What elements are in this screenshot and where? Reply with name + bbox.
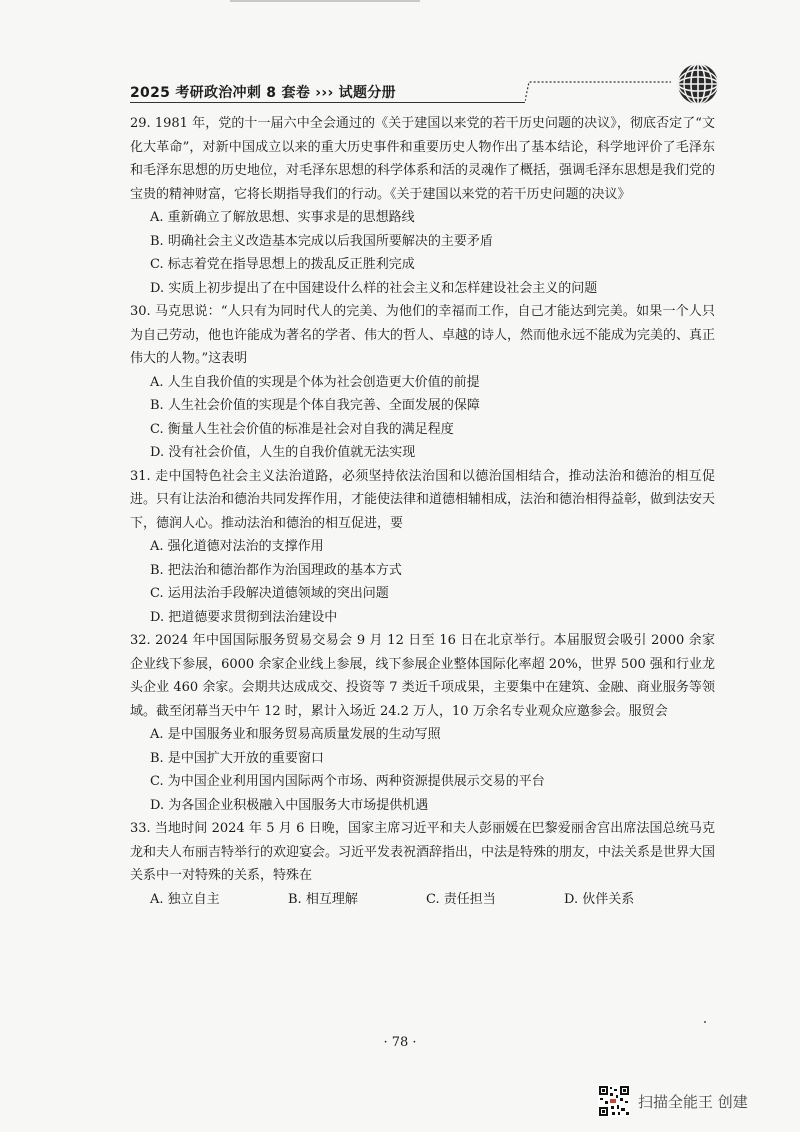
question-30 <box>130 300 715 465</box>
watermark-text: 扫描全能王 创建 <box>638 1092 748 1111</box>
option-b: B. 人生社会价值的实现是个体自我完善、全面发展的保障 <box>150 398 480 413</box>
option-b: B. 相互理解 <box>288 891 358 907</box>
question-stem: 33. 当地时间 2024 年 5 月 6 日晚，国家主席习近平和夫人彭丽媛在巴黎爱丽舍宫出席法国总统马克龙和夫人布丽吉特举行的欢迎宴会。习近平发表祝酒辞指出，中法是特殊的朋友，中法关系是世界大国关系中一对特殊的关系，特殊在 <box>130 821 716 883</box>
option-d: D. 没有社会价值，人生的自我价值就无法实现 <box>150 445 416 460</box>
scanner-watermark <box>598 1084 748 1118</box>
globe-icon <box>676 62 720 106</box>
option-c: C. 运用法治手段解决道德领域的突出问题 <box>150 586 389 601</box>
option-c: C. 衡量人生社会价值的标准是社会对自我的满足程度 <box>150 421 454 437</box>
question-stem: 32. 2024 年中国国际服务贸易交易会 9 月 12 日至 16 日在北京举行。本届服贸会吸引 2000 余家企业线下参展，6000 余家企业线上参展，线下参展企业整体国际化率超 20%，世界 500 强和行业龙头企业 460 余家。会期共达成成交、投资等 7 类近千项成果，主要集中在建筑、金融、商业服务等领域。截至闭幕当天中午 12 时，累计入场近 24.2 万人，10 万余名专业观众应邀参会。服贸会 <box>130 633 715 719</box>
option-d: D. 伙伴关系 <box>564 891 635 907</box>
option-d: D. 为各国企业积极融入中国服务大市场提供机遇 <box>150 797 429 813</box>
scan-speck <box>704 1021 706 1023</box>
option-c: C. 标志着党在指导思想上的拨乱反正胜利完成 <box>150 257 415 272</box>
option-a: A. 是中国服务业和服务贸易高质量发展的生动写照 <box>150 727 441 742</box>
header-underline <box>130 102 525 103</box>
option-b: B. 把法治和德治都作为治国理政的基本方式 <box>150 562 402 578</box>
options-row <box>130 888 715 912</box>
question-stem: 30. 马克思说：“人只有为同时代人的完美、为他们的幸福而工作，自己才能达到完美。如果一个人只为自己劳动，他也许能成为著名的学者、伟大的哲人、卓越的诗人，然而他永远不能成为完美的、真正伟大的人物。”这表明 <box>130 304 716 366</box>
question-31 <box>130 465 715 630</box>
option-c: C. 为中国企业利用国内国际两个市场、两种资源提供展示交易的平台 <box>150 774 545 789</box>
option-d: D. 把道德要求贯彻到法治建设中 <box>150 609 338 625</box>
header-title: 2025 考研政治冲刺 8 套卷 ››› 试题分册 <box>130 85 396 101</box>
qr-code-icon <box>598 1085 630 1117</box>
option-a: A. 重新确立了解放思想、实事求是的思想路线 <box>150 210 415 225</box>
page-number: · 78 · <box>383 1035 417 1050</box>
question-list <box>130 112 715 911</box>
option-a: A. 独立自主 <box>150 891 220 907</box>
question-29 <box>130 112 715 300</box>
option-b: B. 明确社会主义改造基本完成以后我国所要解决的主要矛盾 <box>150 233 493 249</box>
top-scan-rule <box>230 0 420 2</box>
option-a: A. 强化道德对法治的支撑作用 <box>150 539 324 554</box>
question-32 <box>130 629 715 817</box>
option-d: D. 实质上初步提出了在中国建设什么样的社会主义和怎样建设社会主义的问题 <box>150 280 598 296</box>
option-b: B. 是中国扩大开放的重要窗口 <box>150 750 324 766</box>
page-header <box>130 78 690 106</box>
question-stem: 31. 走中国特色社会主义法治道路，必须坚持依法治国和以德治国相结合，推动法治和德治的相互促进。只有让法治和德治共同发挥作用，才能使法律和道德相辅相成，法治和德治相得益彰，做到法安天下，德润人心。推动法治和德治的相互促进，要 <box>130 468 716 531</box>
option-a: A. 人生自我价值的实现是个体为社会创造更大价值的前提 <box>150 374 480 390</box>
header-dotted-line <box>525 80 675 102</box>
option-c: C. 责任担当 <box>426 891 496 907</box>
question-stem: 29. 1981 年，党的十一届六中全会通过的《关于建国以来党的若干历史问题的决议》，彻底否定了“文化大革命”，对新中国成立以来的重大历史事件和重要历史人物作出了基本结论，科学地评价了毛泽东和毛泽东思想的历史地位，对毛泽东思想的科学体系和活的灵魂作了概括，强调毛泽东思想是我们党的宝贵的精神财富，它将长期指导我们的行动。《关于建国以来党的若干历史问题的决议》 <box>130 116 716 202</box>
question-33 <box>130 817 715 911</box>
